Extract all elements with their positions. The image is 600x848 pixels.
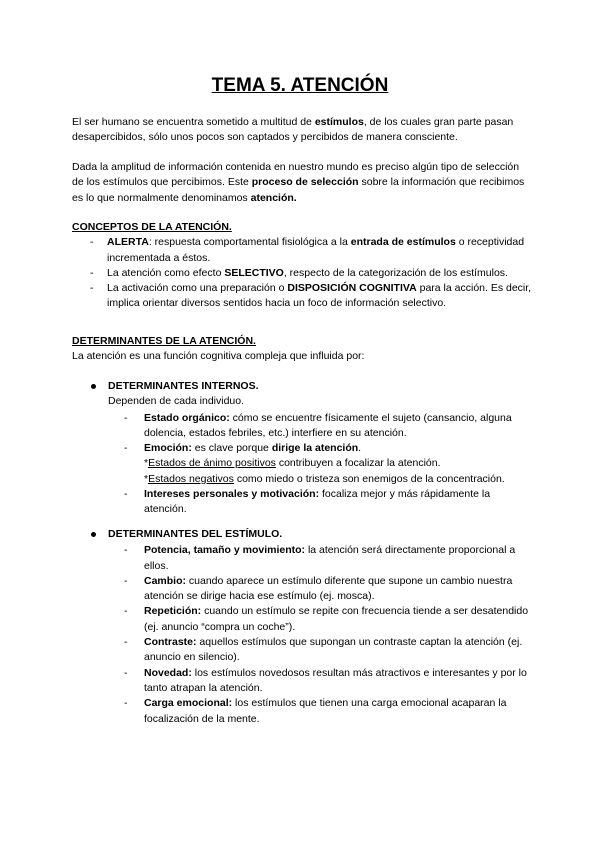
list-item bbox=[108, 574, 532, 605]
list-item bbox=[108, 635, 532, 666]
list-item bbox=[72, 281, 532, 312]
intro-paragraph-1 bbox=[72, 115, 532, 146]
novedad-text: los estímulos novedosos resultan más atractivos e interesantes y por lo tanto atrapan la atención. bbox=[144, 666, 527, 694]
emocion-term: Emoción: bbox=[144, 442, 192, 455]
internos-bullet-list bbox=[72, 379, 532, 518]
asterisk: * bbox=[144, 457, 149, 470]
novedad-term: Novedad: bbox=[144, 666, 192, 679]
alerta-text-end: o receptividad incrementada a éstos. bbox=[107, 236, 525, 264]
disposicion-text: La activación como una preparación o bbox=[107, 282, 288, 295]
negativos-text: como miedo o tristeza son enemigos de la concentración. bbox=[233, 472, 505, 485]
disposicion-term: DISPOSICIÓN COGNITIVA bbox=[287, 282, 417, 295]
selectivo-text: La atención como efecto bbox=[107, 266, 225, 279]
estado-organico-term: Estado orgánico: bbox=[144, 411, 230, 424]
alerta-term: ALERTA bbox=[107, 236, 149, 249]
estimulo-sublist bbox=[108, 543, 532, 727]
list-item bbox=[108, 411, 532, 442]
contraste-term: Contraste: bbox=[144, 636, 197, 649]
positivos-term: Estados de ánimo positivos bbox=[148, 457, 276, 470]
positivos-text: contribuyen a focalizar la atención. bbox=[275, 457, 441, 470]
negativos-term: Estados negativos bbox=[148, 472, 234, 485]
determinantes-intro: La atención es una función cognitiva compleja que influida por: bbox=[72, 350, 365, 363]
list-item bbox=[108, 604, 532, 635]
intro2-bold-atencion: atención. bbox=[250, 191, 297, 204]
estimulo-bullet-list bbox=[72, 527, 532, 727]
potencia-term: Potencia, tamaño y movimiento: bbox=[144, 544, 306, 557]
conceptos-list bbox=[72, 235, 532, 311]
internos-sublist bbox=[108, 411, 532, 518]
intro2-text-a: Dada la amplitud de información contenida en nuestro mundo es preciso algún tipo de selección de los estímulos que percibimos. Este bbox=[72, 161, 520, 189]
emocion-text: es clave porque bbox=[191, 442, 272, 455]
emocion-dot: . bbox=[358, 442, 362, 455]
asterisk: * bbox=[144, 472, 149, 485]
list-item bbox=[72, 266, 532, 281]
intro2-text-c: sobre la información que recibimos es lo que normalmente denominamos bbox=[72, 176, 525, 204]
emocion-bold: dirige la atención bbox=[271, 442, 359, 455]
estimulo-title: DETERMINANTES DEL ESTÍMULO. bbox=[108, 528, 283, 540]
list-item bbox=[72, 235, 532, 266]
list-item bbox=[72, 527, 532, 727]
list-item bbox=[72, 379, 532, 518]
list-item bbox=[108, 543, 532, 574]
repeticion-term: Repetición: bbox=[144, 605, 202, 618]
intro2-bold-proceso: proceso de selección bbox=[251, 176, 359, 189]
cambio-text: cuando aparece un estímulo diferente que supone un cambio nuestra atención se dirige hacia ese estímulo (ej. mosca). bbox=[144, 574, 513, 603]
intro1-text-a: El ser humano se encuentra sometido a multitud de bbox=[72, 116, 315, 128]
internos-subtitle: Dependen de cada individuo. bbox=[108, 395, 245, 408]
determinantes-section bbox=[72, 334, 532, 365]
intereses-term: Intereses personales y motivación: bbox=[144, 488, 320, 501]
list-item bbox=[108, 666, 532, 697]
estimulo-section bbox=[72, 527, 532, 727]
selectivo-text-end: , respecto de la categorización de los estímulos. bbox=[283, 266, 508, 279]
intro-paragraph-2 bbox=[72, 160, 532, 206]
conceptos-section bbox=[72, 220, 532, 312]
list-item bbox=[108, 441, 532, 487]
alerta-bold: entrada de estímulos bbox=[350, 236, 456, 249]
carga-emocional-term: Carga emocional: bbox=[144, 697, 233, 710]
page-title: TEMA 5. ATENCIÓN bbox=[211, 75, 389, 96]
alerta-text: : respuesta comportamental fisiológica a la bbox=[148, 236, 351, 249]
intro1-text-c: , de los cuales gran parte pasan desapercibidos, sólo unos pocos son captados y percibidos de manera consciente. bbox=[72, 116, 514, 144]
intro1-bold-estimulos: estímulos bbox=[314, 116, 364, 128]
conceptos-heading: CONCEPTOS DE LA ATENCIÓN. bbox=[72, 221, 232, 233]
list-item bbox=[108, 487, 532, 518]
intereses-text: focaliza mejor y más rápidamente la atención. bbox=[144, 488, 491, 516]
potencia-text: la atención será directamente proporcional a ellos. bbox=[144, 544, 516, 572]
estado-organico-text: cómo se encuentre físicamente el sujeto (cansancio, alguna dolencia, estados febriles, etc.) interfiere en su atención. bbox=[144, 411, 512, 439]
contraste-text: aquellos estímulos que supongan un contraste captan la atención (ej. anuncio en silencio). bbox=[144, 636, 523, 664]
selectivo-term: SELECTIVO bbox=[224, 266, 284, 279]
repeticion-text: cuando un estímulo se repite con frecuencia tiende a ser desatendido (ej. anuncio “compra un coche”). bbox=[144, 605, 529, 633]
list-item bbox=[108, 696, 532, 727]
carga-emocional-text: los estímulos que tienen una carga emocional acaparan la focalización de la mente. bbox=[144, 697, 507, 725]
internos-title: DETERMINANTES INTERNOS. bbox=[108, 380, 259, 392]
determinantes-heading: DETERMINANTES DE LA ATENCIÓN. bbox=[72, 335, 256, 347]
internos-section bbox=[72, 379, 532, 518]
disposicion-text-end: para la acción. Es decir, implica orientar diversos sentidos hacia un foco de información selectivo. bbox=[107, 282, 532, 310]
cambio-term: Cambio: bbox=[144, 574, 186, 587]
